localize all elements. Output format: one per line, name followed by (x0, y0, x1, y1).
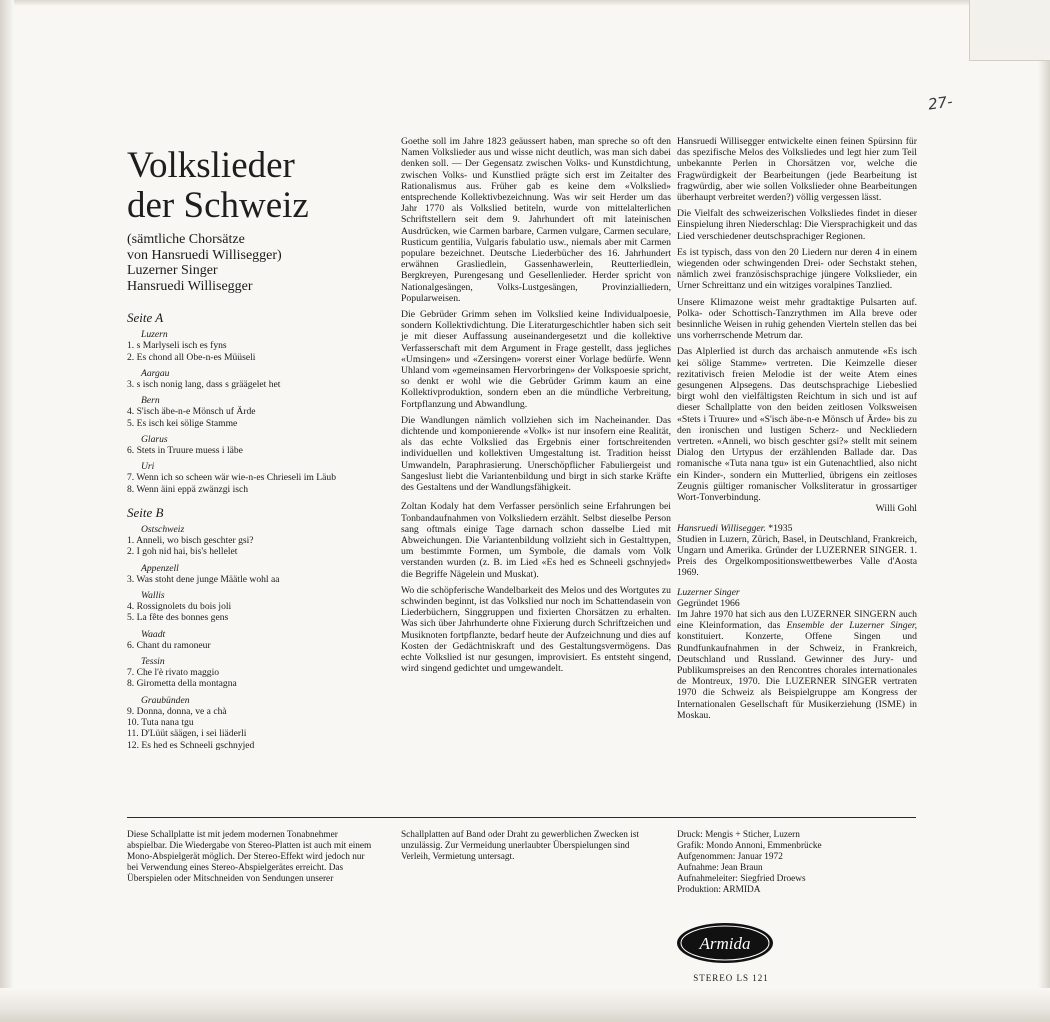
subtitle-line: Hansruedi Willisegger (127, 278, 253, 294)
side-a-tracks (127, 329, 377, 495)
track-item: 12. Es hed es Schneeli gschnyjed (127, 739, 255, 751)
track-item: 1. s Marlyseli isch es fyns (127, 340, 227, 352)
conductor-bio-heading (677, 523, 917, 534)
production-credits (677, 830, 917, 896)
track-item: 9. Donna, donna, ve a chà (127, 705, 227, 717)
logo-text: Armida (699, 934, 751, 953)
choir-bio-text (677, 609, 917, 721)
track-item: 7. Wenn ich so scheen wär wie-n-es Chrieseli im Läub (127, 472, 336, 484)
region-label: Luzern (141, 329, 168, 341)
essay-paragraph: Die Gebrüder Grimm sehen im Volkslied keine Individualpoesie, sondern Kollektivdichtung. Die Literaturgeschichtler haben sich seit je mit dieser Auffassung auseinandergesetzt und die kollektive Verfasserschaft mit dem Argument in Frage gestellt, dass jegliches «Umsingen» und «Zersingen» vorerst einer Vorlage bedürfe. Wenn Uhland vom «gemeinsamen Hervorbringen» der Volkspoesie spricht, so denkt er wohl wie die Gebrüder Grimm kaum an eine Kollektivproduktion, sondern eben an die mündliche Verbreitung, Fortpflanzung und Abwandlung. (401, 309, 671, 410)
track-item: 7. Che l'è rivato maggio (127, 667, 220, 679)
choir-text-part: Im Jahre 1970 hat sich aus den LUZERNER SINGERN auch eine Kleinformation, das (677, 608, 917, 632)
track-item: 2. Es chond all Obe-n-es Müüseli (127, 351, 256, 363)
track-item: 8. Girometta della montagna (127, 678, 237, 690)
side-b-heading: Seite B (127, 504, 164, 520)
subtitle-line: von Hansruedi Willisegger) (127, 247, 282, 263)
credit-line: Grafik: Mondo Annoni, Emmenbrücke (677, 841, 822, 851)
credit-line: Aufgenommen: Januar 1972 (677, 852, 783, 862)
tracklist (127, 310, 377, 751)
region-label: Appenzell (141, 562, 179, 574)
essay-column-middle (401, 136, 671, 679)
choir-ensemble-name: Ensemble der Luzerner Singer, (786, 620, 917, 632)
track-item: 2. I goh nid hai, bis's hellelet (127, 546, 238, 558)
region-label: Bern (141, 395, 160, 407)
region-label: Glarus (141, 433, 168, 445)
essay-paragraph: Es ist typisch, dass von den 20 Liedern nur deren 4 in einem wiegenden oder schwingenden Drei- oder Sechstakt stehen, nämlich zwei französischsprachige jüngere Volkslieder, ein Urner Schreittanz und ein witziges voralpines Tanzlied. (677, 246, 917, 292)
track-item: 8. Wenn äini eppä zwänzgi isch (127, 483, 249, 495)
signature-row (677, 503, 917, 514)
sleeve-corner-tab (969, 0, 1050, 61)
album-subtitle (127, 232, 367, 294)
essay-paragraph: Goethe soll im Jahre 1823 geäussert haben, man spreche so oft den Namen Volkslieder aus und wisse nicht deutlich, was man sich dabei denken soll. — Der Gegensatz zwischen Volks- und Kunstdichtung, zwischen Volks- und Kunstlied prägte sich erst im Zeitalter des Rationalismus aus. Früher gab es keine dem «Volkslied» entsprechende Kollektivbezeichnung. Was wir seit Herder um das Jahr 1770 als Volkslied betiteln, wurde von mittelalterlichen Schriftstellern seit dem 9. Jahrhundert oft mit lateinischen Ausdrücken, wie Carmen barbare, Carmen vulgare, Carmen seculare, Rusticum gentilia, Vulgaris fabulatio usw., niemals aber mit Carmen populare bezeichnet. Deutsche Liederbücher des 16. Jahrhundert erwähnen Grasliedlein, Gassenhawerlein, Reutterliedlein, Bergkreyen, Purengesang und Gesellenlieder. Herder spricht von Nationalgesängen, Volks-Lustgesängen, Provinzialliedern, Popularweisen. (401, 136, 671, 304)
track-item: 5. Es isch kei sölige Stamme (127, 417, 238, 429)
essay-paragraph: Die Wandlungen nämlich vollziehen sich im Nacheinander. Das dichtende und komponierende «Volk» ist nur insofern eine Realität, als das echte Volkslied das Ergebnis einer fortschreitenden individuellen und kollektiven Umgestaltung ist. Tradition heisst Umwandeln, Paraphrasierung. Unerschöpflicher Fabuliergeist und Sangeslust liebt die Variantenbildung und birgt in sich starke Kräfte des Gestaltens und der Wandlungsfähigkeit. (401, 414, 671, 494)
side-b-tracks (127, 524, 377, 751)
essay-paragraph: Hansruedi Willisegger entwickelte einen feinen Spürsinn für das spezifische Melos des Volksliedes und legt hier zum Teil unbekannte Perlen in Chorsätzen vor, welche die Fragwürdigkeit der Bearbeitungen (jede Bearbeitung ist fragwürdig, aber wie sollen Volkslieder ohne Bearbeitungen überhaupt verbreitet werden?) völlig vergessen lässt. (677, 136, 917, 204)
track-item: 6. Chant du ramoneur (127, 639, 211, 651)
credit-line: Produktion: ARMIDA (677, 885, 761, 895)
sleeve-edge-right (1038, 0, 1050, 1022)
track-item: 1. Anneli, wo bisch geschter gsi? (127, 535, 254, 547)
album-title-line: der Schweiz (127, 185, 309, 226)
essay-paragraph: Die Vielfalt des schweizerischen Volksliedes findet in dieser Einspielung ihren Niederschlag: Die Viersprachigkeit und das Lied verschiedener deutschsprachiger Regionen. (677, 208, 917, 242)
subtitle-line: (sämtliche Chorsätze (127, 232, 245, 247)
track-item: 4. S'isch äbe-n-e Mönsch uf Ärde (127, 406, 256, 418)
track-item: 11. D'Lüüt säägen, i sei liäderli (127, 728, 247, 740)
conductor-bio-text: Studien in Luzern, Zürich, Basel, in Deutschland, Frankreich, Ungarn und Amerika. Gründer der LUZERNER SINGER. 1. Preis des Orgelkompositionswettbewerbes Valle d'Aosta 1969. (677, 533, 917, 579)
region-label: Waadt (141, 628, 166, 640)
essay-paragraph: Zoltan Kodaly hat dem Verfasser persönlich seine Erfahrungen bei Tonbandaufnahmen von Volksliedern erzählt. Selbst dieselbe Person sang oftmals einige Tage darnach schon dasselbe Lied mit Abweichungen. Die Variantenbildung vollzieht sich in Gestalttypen, um bestimmte Formen, um Symbole, die damals vom Volk verstanden wurden (z. B. im Lied «Es hed es Schneeli gschnyjed» die Begriffe Nägelein und Muskat). (401, 501, 671, 580)
credit-line: Aufnahme: Jean Braun (677, 863, 763, 873)
essay-paragraph: Das Alplerlied ist durch das archaisch anmutende «Es isch kei sölige Stamme» vertreten. Die Keimzelle dieser rezitativisch freien Melodie ist der weite Atem eines gesungenen Alpsegens. Das deutschsprachige Liebeslied birgt wohl den vielfältigsten Reichtum in sich und ist auf dieser Schallplatte von den beiden zeitlosen Volksweisen «Stets i Truure» und «S'isch äbe-n-e Mönsch uf Ärde» bis zu den ironischen und lustigen Scherz- und Neckliedern vertreten. «Anneli, wo bisch geschter gsi?» stellt mit seinem Dialog den Urtypus der erzählenden Ballade dar. Das romanische «Tuta nana tgu» ist ein Gutenachtlied, also nicht ein Kinder-, sondern ein Mutterlied, übrigens ein zeitloses Zeugnis gültiger romanischer Volksliteratur in grossartiger Wort-Tonverbindung. (677, 346, 917, 504)
region-label: Ostschweiz (141, 524, 185, 536)
album-title-line: Volkslieder (127, 145, 295, 186)
choir-text-part: konstituiert. Konzerte, Offene Singen und Rundfunkaufnahmen in der Schweiz, in Frankreich, Deutschland und Russland. Gewinner des Jury- und Publikumspreises an den Rencontres chorales internationales de Montreux, 1970. Die LUZERNER SINGER vertraten 1970 die Schweiz als Beispielgruppe am Kongress der Internationalen Gesellschaft für Musikerziehung (ISME) in Moskau. (677, 631, 917, 721)
choir-heading: Luzerner Singer (677, 586, 740, 598)
catalog-number: STEREO LS 121 (693, 973, 769, 983)
essay-paragraph: Wo die schöpferische Wandelbarkeit des Melos und des Wortgutes zu schwinden beginnt, ist das Volkslied nur noch im Schattendasein von Liederbüchern, Singgruppen und fixierten Chorsätzen zu erhalten. Was sich über Jahrhunderte ohne Fixierung durch Schriftzeichen und Musiknoten fortpflanzte, bedarf heute der Aufzeichnung und dies auf Kosten der Gedächtniskraft und des Gestaltungsvermögens. Das echte Volkslied ist nur gesungen, improvisiert. Es entsteht singend, wird singend gedichtet und umgewandelt. (401, 584, 671, 675)
album-title (127, 146, 367, 226)
playback-notice: Diese Schallplatte ist mit jedem modernen Tonabnehmer abspielbar. Die Wiedergabe von Stereo-Platten ist auch mit einem Mono-Abspielgerät möglich. Der Stereo-Effekt wird jedoch nur bei Verwendung eines Stereo-Abspielgerätes erreicht. Das Überspielen oder Mitschneiden von Sendungen unserer (127, 830, 372, 884)
track-item: 4. Rossignolets du bois joli (127, 601, 232, 613)
credit-line: Aufnahmeleiter: Siegfried Droews (677, 874, 806, 884)
track-item: 5. La fête des bonnes gens (127, 612, 229, 624)
conductor-born: *1935 (765, 522, 793, 534)
region-label: Tessin (141, 656, 165, 668)
region-label: Uri (141, 461, 155, 473)
side-a-heading: Seite A (127, 310, 164, 325)
handwritten-note (928, 94, 988, 124)
handwritten-note-text: 27- (926, 92, 954, 114)
sleeve-edge-left (0, 0, 14, 1022)
armida-logo (676, 922, 774, 964)
track-item: 3. s isch nonig lang, dass s gräägelet het (127, 379, 281, 391)
sleeve-edge-bottom (0, 988, 1050, 1022)
choir-founded: Gegründet 1966 (677, 597, 740, 609)
essay-column-right (677, 136, 917, 721)
track-item: 6. Stets in Truure muess i läbe (127, 445, 243, 457)
subtitle-line: Luzerner Singer (127, 263, 218, 278)
author-signature: Willi Gohl (875, 503, 917, 515)
region-label: Graubünden (141, 694, 190, 706)
track-item: 10. Tuta nana tgu (127, 717, 194, 729)
sleeve-edge-top (0, 0, 1050, 6)
footer-divider (127, 817, 916, 818)
region-label: Aargau (141, 367, 170, 379)
essay-paragraph: Unsere Klimazone weist mehr gradtaktige Pulsarten auf. Polka- oder Schottisch-Tanzrythmen im Alla breve oder besinnliche Weisen in ruhig gehenden Vierteln stellen das bei uns vorherrschende Metrum dar. (677, 296, 917, 342)
copyright-notice: Schallplatten auf Band oder Draht zu gewerblichen Zwecken ist unzulässig. Zur Vermeidung unerlaubter Überspielungen sind Verleih, Vermietung untersagt. (401, 830, 640, 862)
conductor-name: Hansruedi Willisegger. (677, 522, 766, 534)
credit-line: Druck: Mengis + Sticher, Luzern (677, 830, 800, 840)
track-item: 3. Was stoht dene junge Määtle wohl aa (127, 573, 280, 585)
region-label: Wallis (141, 590, 165, 602)
